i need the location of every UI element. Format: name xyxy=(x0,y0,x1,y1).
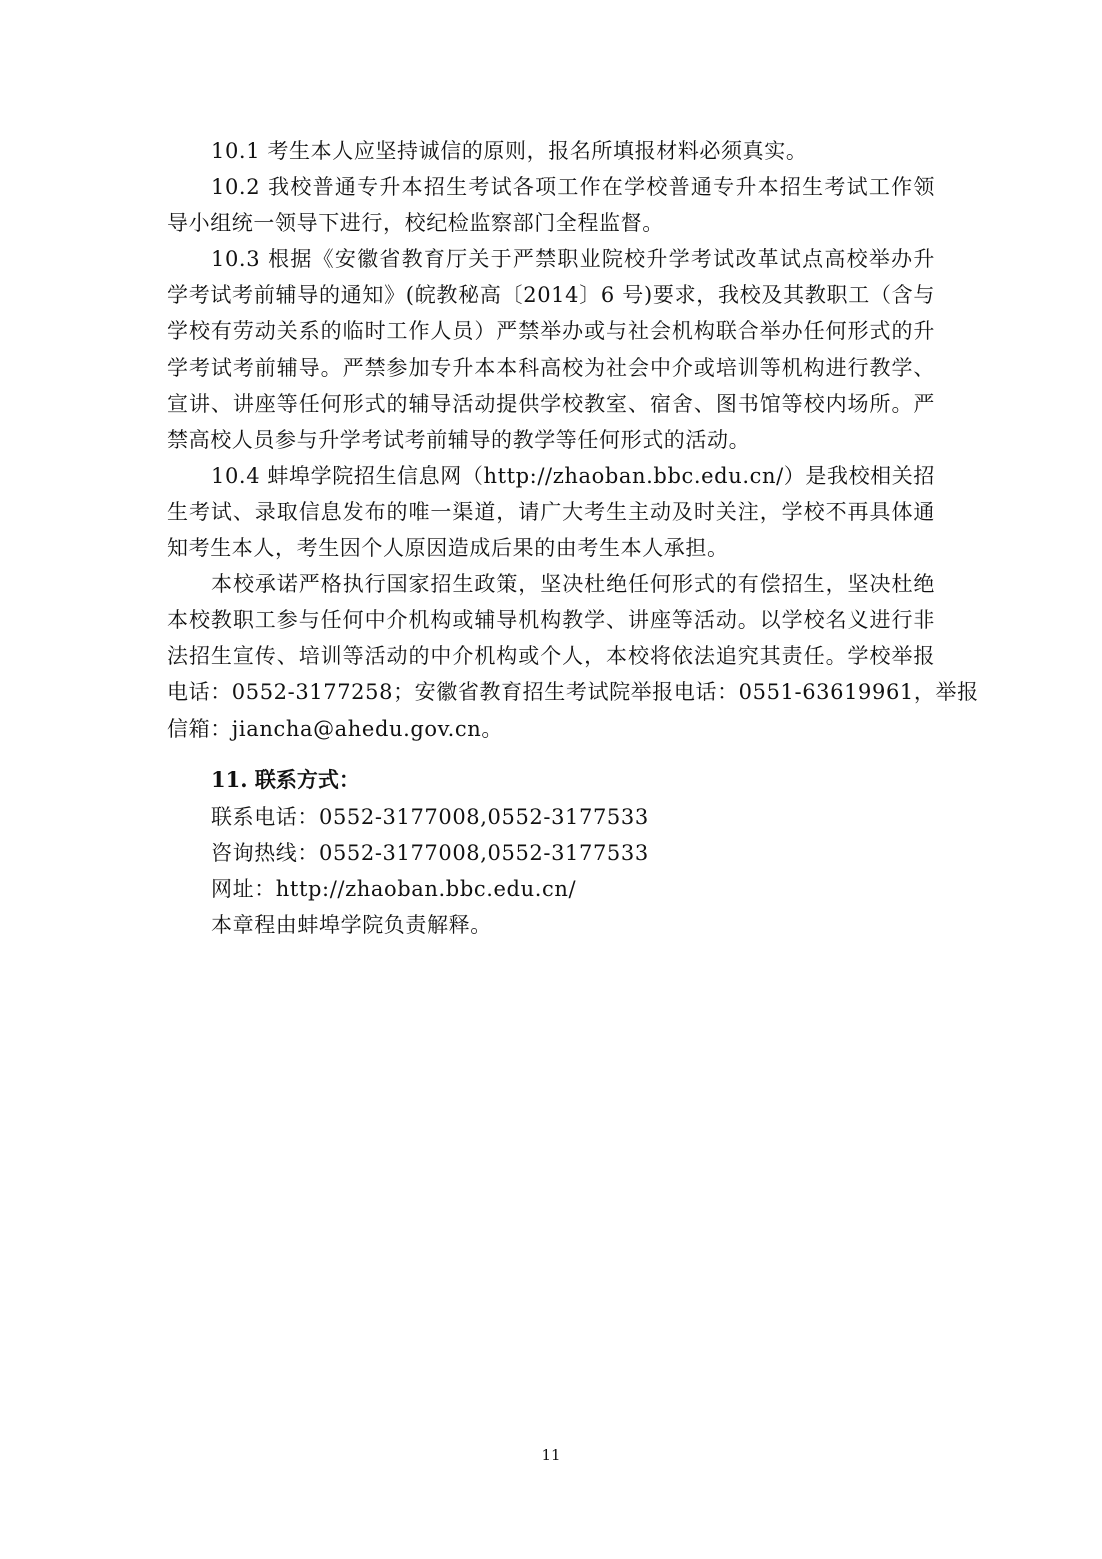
paragraph xyxy=(167,458,935,566)
contact-line: 本章程由蚌埠学院负责解释。 xyxy=(211,912,492,937)
text-line: 10.4 蚌埠学院招生信息网（http://zhaoban.bbc.edu.cn/）是我校相关招 xyxy=(211,463,935,488)
contact-line: 咨询热线：0552-3177008,0552-3177533 xyxy=(211,840,649,865)
contact-info xyxy=(167,799,935,943)
contact-line: 网址：http://zhaoban.bbc.edu.cn/ xyxy=(211,876,577,901)
paragraph xyxy=(167,566,979,746)
text-line: 学考试考前辅导的通知》(皖教秘高〔2014〕6 号)要求，我校及其教职工（含与 xyxy=(167,283,935,308)
paragraph xyxy=(167,241,935,458)
text-line: 本校教职工参与任何中介机构或辅导机构教学、讲座等活动。以学校名义进行非 xyxy=(167,608,935,633)
document-body xyxy=(167,133,979,943)
paragraph xyxy=(167,169,935,241)
text-line: 信箱：jiancha@ahedu.gov.cn。 xyxy=(167,716,504,741)
contact-line: 联系电话：0552-3177008,0552-3177533 xyxy=(211,804,649,829)
text-line: 禁高校人员参与升学考试考前辅导的教学等任何形式的活动。 xyxy=(167,427,751,452)
paragraph xyxy=(167,133,935,169)
page-number: 11 xyxy=(541,1446,561,1464)
text-line: 学校有劳动关系的临时工作人员）严禁举办或与社会机构联合举办任何形式的升 xyxy=(167,319,935,344)
text-line: 导小组统一领导下进行，校纪检监察部门全程监督。 xyxy=(167,211,664,236)
text-line: 生考试、录取信息发布的唯一渠道，请广大考生主动及时关注，学校不再具体通 xyxy=(167,499,935,524)
text-line: 10.2 我校普通专升本招生考试各项工作在学校普通专升本招生考试工作领 xyxy=(211,175,935,200)
text-line: 学考试考前辅导。严禁参加专升本本科高校为社会中介或培训等机构进行教学、 xyxy=(167,355,935,380)
text-line: 知考生本人，考生因个人原因造成后果的由考生本人承担。 xyxy=(167,536,729,561)
text-line: 本校承诺严格执行国家招生政策，坚决杜绝任何形式的有偿招生，坚决杜绝 xyxy=(211,572,935,597)
text-line: 宣讲、讲座等任何形式的辅导活动提供学校教室、宿舍、图书馆等校内场所。严 xyxy=(167,391,935,416)
text-line: 法招生宣传、培训等活动的中介机构或个人，本校将依法追究其责任。学校举报 xyxy=(167,644,935,669)
text-line: 10.1 考生本人应坚持诚信的原则，报名所填报材料必须真实。 xyxy=(211,139,808,163)
section-heading-contact: 11. 联系方式： xyxy=(211,766,360,792)
text-line: 10.3 根据《安徽省教育厅关于严禁职业院校升学考试改革试点高校举办升 xyxy=(211,247,935,272)
section-10 xyxy=(167,133,979,747)
text-line: 电话：0552-3177258；安徽省教育招生考试院举报电话：0551-63619961，举报 xyxy=(167,680,979,705)
